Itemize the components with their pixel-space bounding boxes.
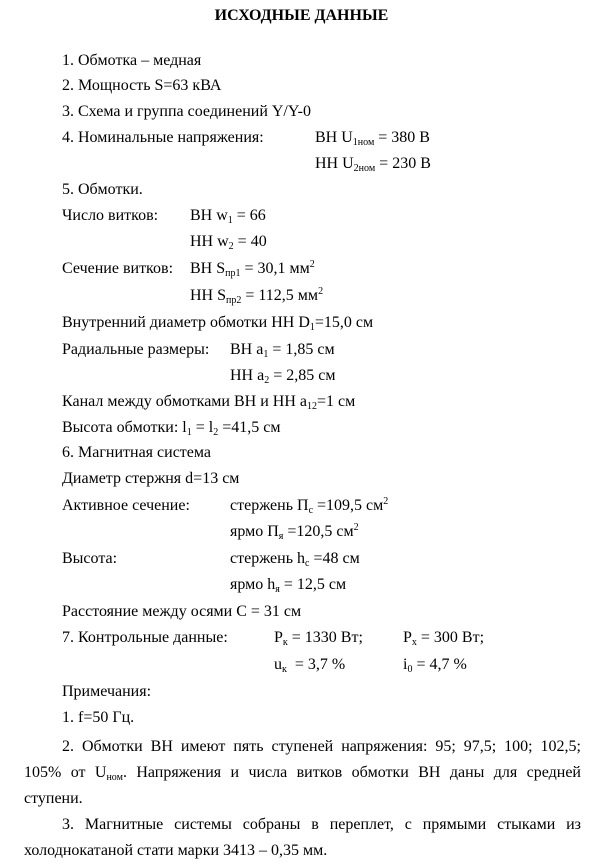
note-frequency: 1. f=50 Гц. — [62, 709, 135, 726]
control-i0: $i_0 = 4,7$ % — [403, 656, 467, 675]
radial-hv: ВН $a_1 = 1,85$ см — [230, 341, 335, 360]
windings-heading: 5. Обмотки. — [62, 181, 143, 198]
rated-voltage-hv: ВН $U_{1ном} = 380$ В — [315, 129, 430, 148]
control-px: $P_х = 300$ Вт; — [403, 629, 485, 648]
item-power: 2. Мощность S=63 кВА — [62, 77, 222, 94]
rated-voltages-label: 4. Номинальные напряжения: — [62, 129, 264, 146]
turns-hv: ВН $w_1 = 66$ — [190, 207, 266, 226]
turns-lv: НН $w_2 = 40$ — [190, 233, 267, 252]
item-connection-scheme: 3. Схема и группа соединений Y/Y-0 — [62, 103, 311, 120]
control-data-label: 7. Контрольные данные: — [62, 629, 228, 646]
section-lv: НН $S_{пр2} = 112,5$ $мм^2$ — [190, 286, 324, 306]
control-pk: $P_к = 1330$ Вт; — [274, 629, 363, 648]
rated-voltage-lv: НН $U_{2ном} = 230$ В — [315, 155, 431, 174]
page-title: ИСХОДНЫЕ ДАННЫЕ — [214, 7, 389, 24]
channel-between-windings: Канал между обмотками ВН и НН $a_{12}=1$ см — [62, 393, 356, 412]
radial-label: Радиальные размеры: — [62, 341, 210, 358]
section-hv: ВН $S_{пр1} = 30,1$ $мм^2$ — [190, 259, 315, 279]
note-voltage-steps: 2. Обмотки ВН имеют пять ступеней напряжения: 95; 97,5; 100; 102,5; 105% от $U_{ном}$. Напряжения и числа витков обмотки ВН даны для средней ступени. — [24, 738, 581, 807]
radial-lv: НН $a_2 = 2,85$ см — [230, 367, 336, 386]
core-diameter: Диаметр стержня d=13 см — [62, 470, 240, 487]
height-yoke: ярмо $h_я = 12,5$ см — [230, 576, 347, 595]
notes-heading: Примечания: — [62, 683, 152, 700]
note-magnetic-assembly: 3. Магнитные системы собраны в переплет, с прямыми стыками из холоднокатаной стати марки 3413 – 0,35 мм. — [24, 816, 581, 859]
height-label: Высота: — [62, 550, 118, 567]
turns-label: Число витков: — [62, 207, 159, 224]
winding-height: Высота обмотки: $l_1 = l_2 =41,5$ см — [62, 419, 281, 438]
axes-distance: Расстояние между осями С = 31 см — [62, 603, 302, 620]
inner-diameter: Внутренний диаметр обмотки НН $D_1=15,0$ см — [62, 314, 374, 333]
magnetic-system-heading: 6. Магнитная система — [62, 444, 212, 461]
section-label: Сечение витков: — [62, 260, 174, 277]
active-section-yoke: ярмо $П_я =120,5$ $см^2$ — [230, 522, 359, 542]
active-section-core: стержень $П_с =109,5$ $см^2$ — [230, 496, 389, 516]
item-winding-material: 1. Обмотка – медная — [62, 52, 202, 69]
control-uk: $u_к = 3,7$ % — [274, 656, 346, 675]
height-core: стержень $h_с =48$ см — [230, 550, 360, 569]
active-section-label: Активное сечение: — [62, 497, 190, 514]
